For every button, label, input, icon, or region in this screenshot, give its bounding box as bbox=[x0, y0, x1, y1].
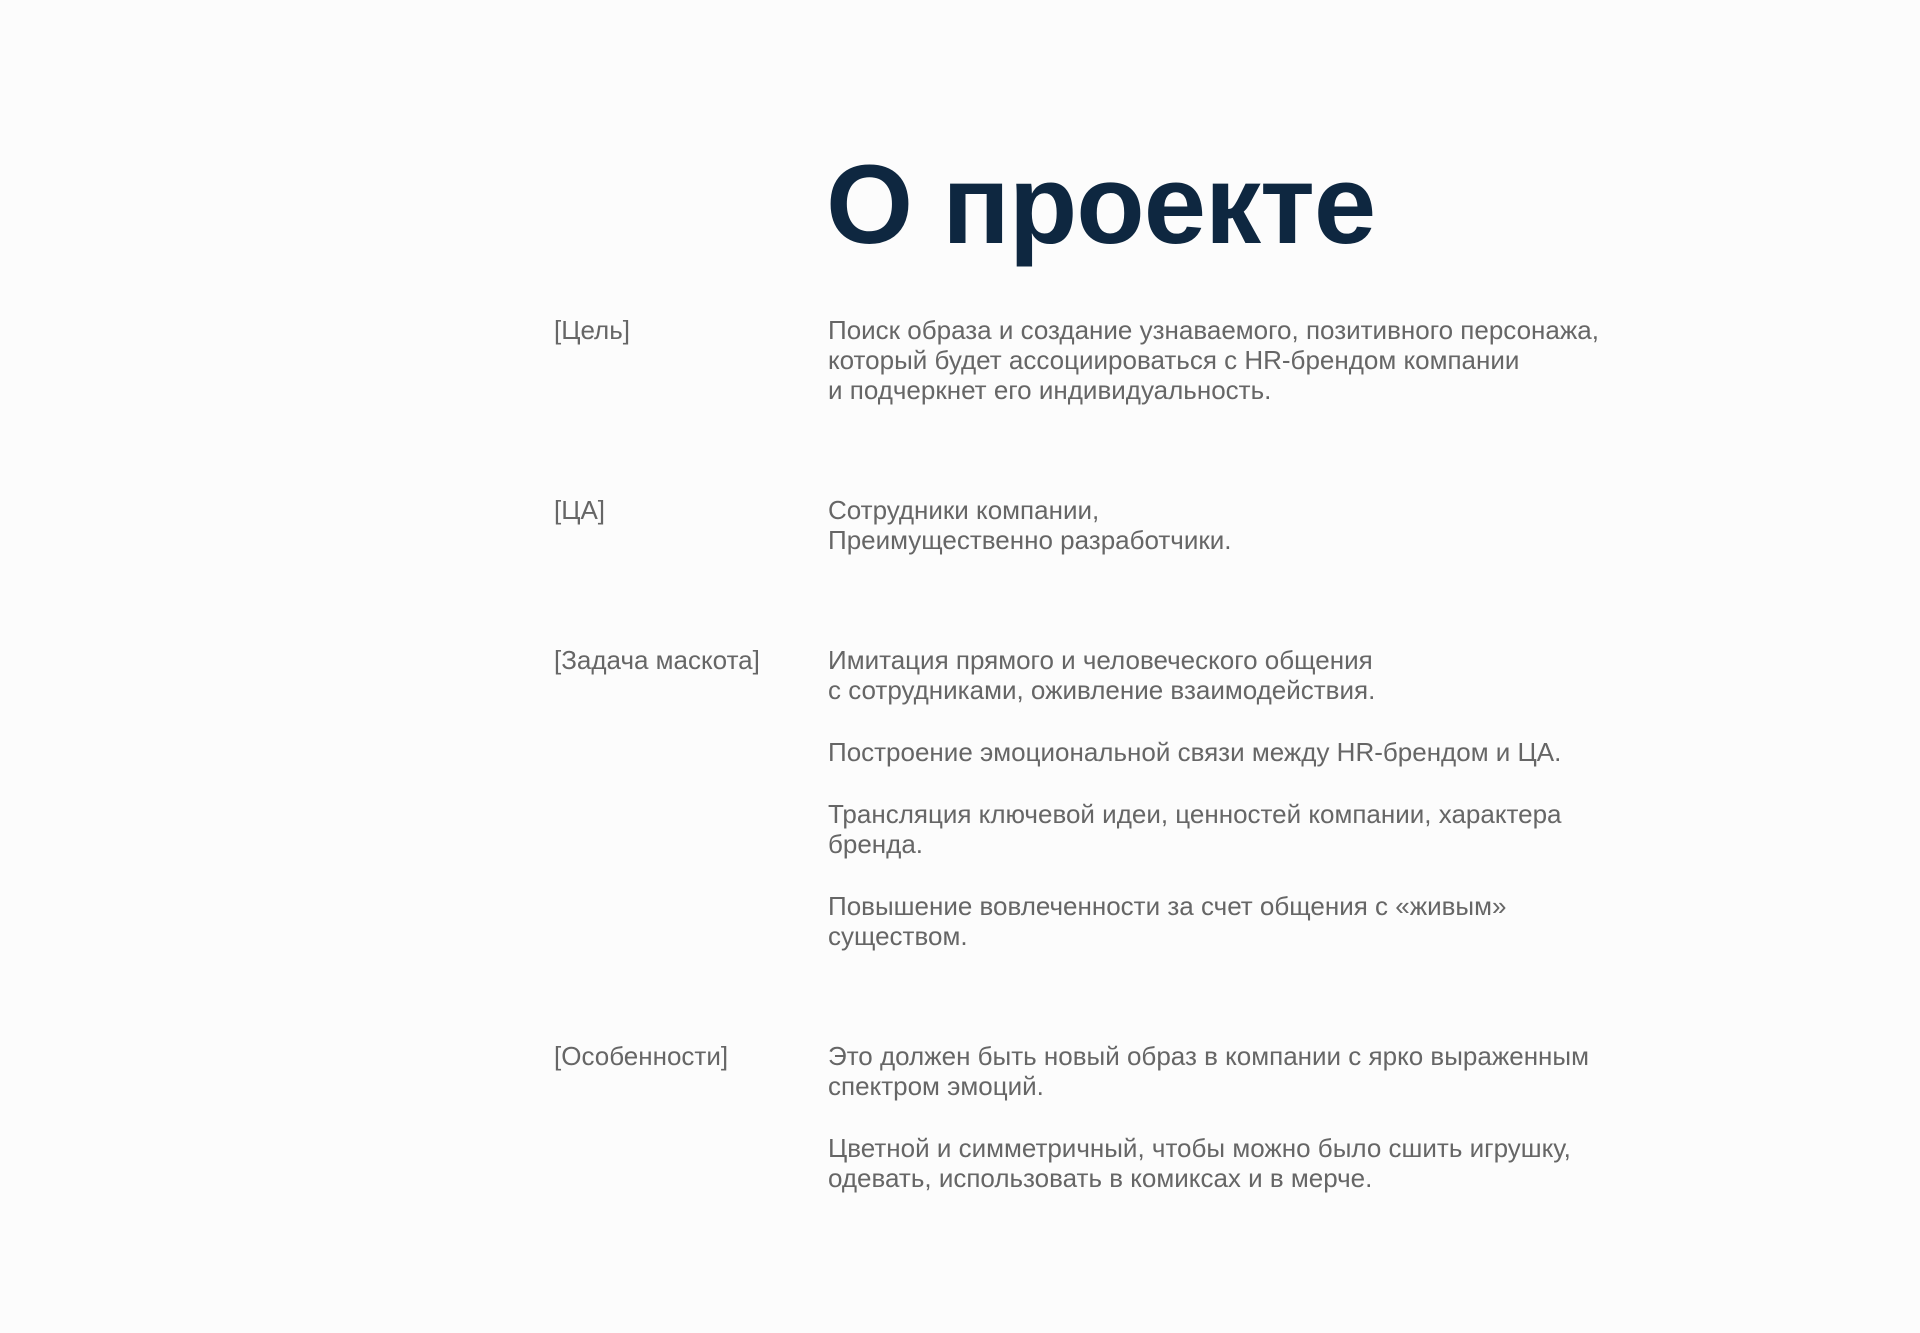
features-p1-line-2: спектром эмоций. bbox=[828, 1071, 1044, 1101]
mascot-task-p4-line-2: существом. bbox=[828, 921, 968, 951]
goal-line-3: и подчеркнет его индивидуальность. bbox=[828, 375, 1272, 405]
features-p2-line-1: Цветной и симметричный, чтобы можно было сшить игрушку, bbox=[828, 1133, 1571, 1163]
section-content-features bbox=[828, 1041, 1634, 1193]
section-content-mascot-task bbox=[828, 645, 1634, 951]
features-paragraph-1 bbox=[828, 1041, 1634, 1101]
section-label-features: [Особенности] bbox=[554, 1041, 729, 1071]
goal-line-1: Поиск образа и создание узнаваемого, позитивного персонажа, bbox=[828, 315, 1599, 345]
section-content-goal bbox=[828, 315, 1634, 405]
mascot-task-p3-line-2: бренда. bbox=[828, 829, 924, 859]
goal-line-2: который будет ассоциироваться с HR-брендом компании bbox=[828, 345, 1520, 375]
mascot-task-paragraph-1 bbox=[828, 645, 1634, 705]
features-p2-line-2: одевать, использовать в комиксах и в мерче. bbox=[828, 1163, 1373, 1193]
mascot-task-p4-line-1: Повышение вовлеченности за счет общения с «живым» bbox=[828, 891, 1507, 921]
section-label-mascot-task: [Задача маскота] bbox=[554, 645, 760, 675]
features-p1-line-1: Это должен быть новый образ в компании с ярко выраженным bbox=[828, 1041, 1589, 1071]
goal-paragraph bbox=[828, 315, 1634, 405]
mascot-task-p2-line-1: Построение эмоциональной связи между HR-брендом и ЦА. bbox=[828, 737, 1562, 767]
features-paragraph-2 bbox=[828, 1133, 1634, 1193]
target-audience-paragraph bbox=[828, 495, 1634, 555]
section-label-goal: [Цель] bbox=[554, 315, 630, 345]
mascot-task-paragraph-3 bbox=[828, 799, 1634, 859]
page-title: О проекте bbox=[826, 142, 1376, 267]
mascot-task-paragraph-2 bbox=[828, 737, 1634, 767]
mascot-task-paragraph-4 bbox=[828, 891, 1634, 951]
mascot-task-p1-line-1: Имитация прямого и человеческого общения bbox=[828, 645, 1373, 675]
section-label-target-audience: [ЦА] bbox=[554, 495, 606, 525]
mascot-task-p3-line-1: Трансляция ключевой идеи, ценностей компании, характера bbox=[828, 799, 1562, 829]
target-audience-line-1: Сотрудники компании, bbox=[828, 495, 1100, 525]
mascot-task-p1-line-2: с сотрудниками, оживление взаимодействия. bbox=[828, 675, 1376, 705]
target-audience-line-2: Преимущественно разработчики. bbox=[828, 525, 1232, 555]
section-content-target-audience bbox=[828, 495, 1634, 555]
